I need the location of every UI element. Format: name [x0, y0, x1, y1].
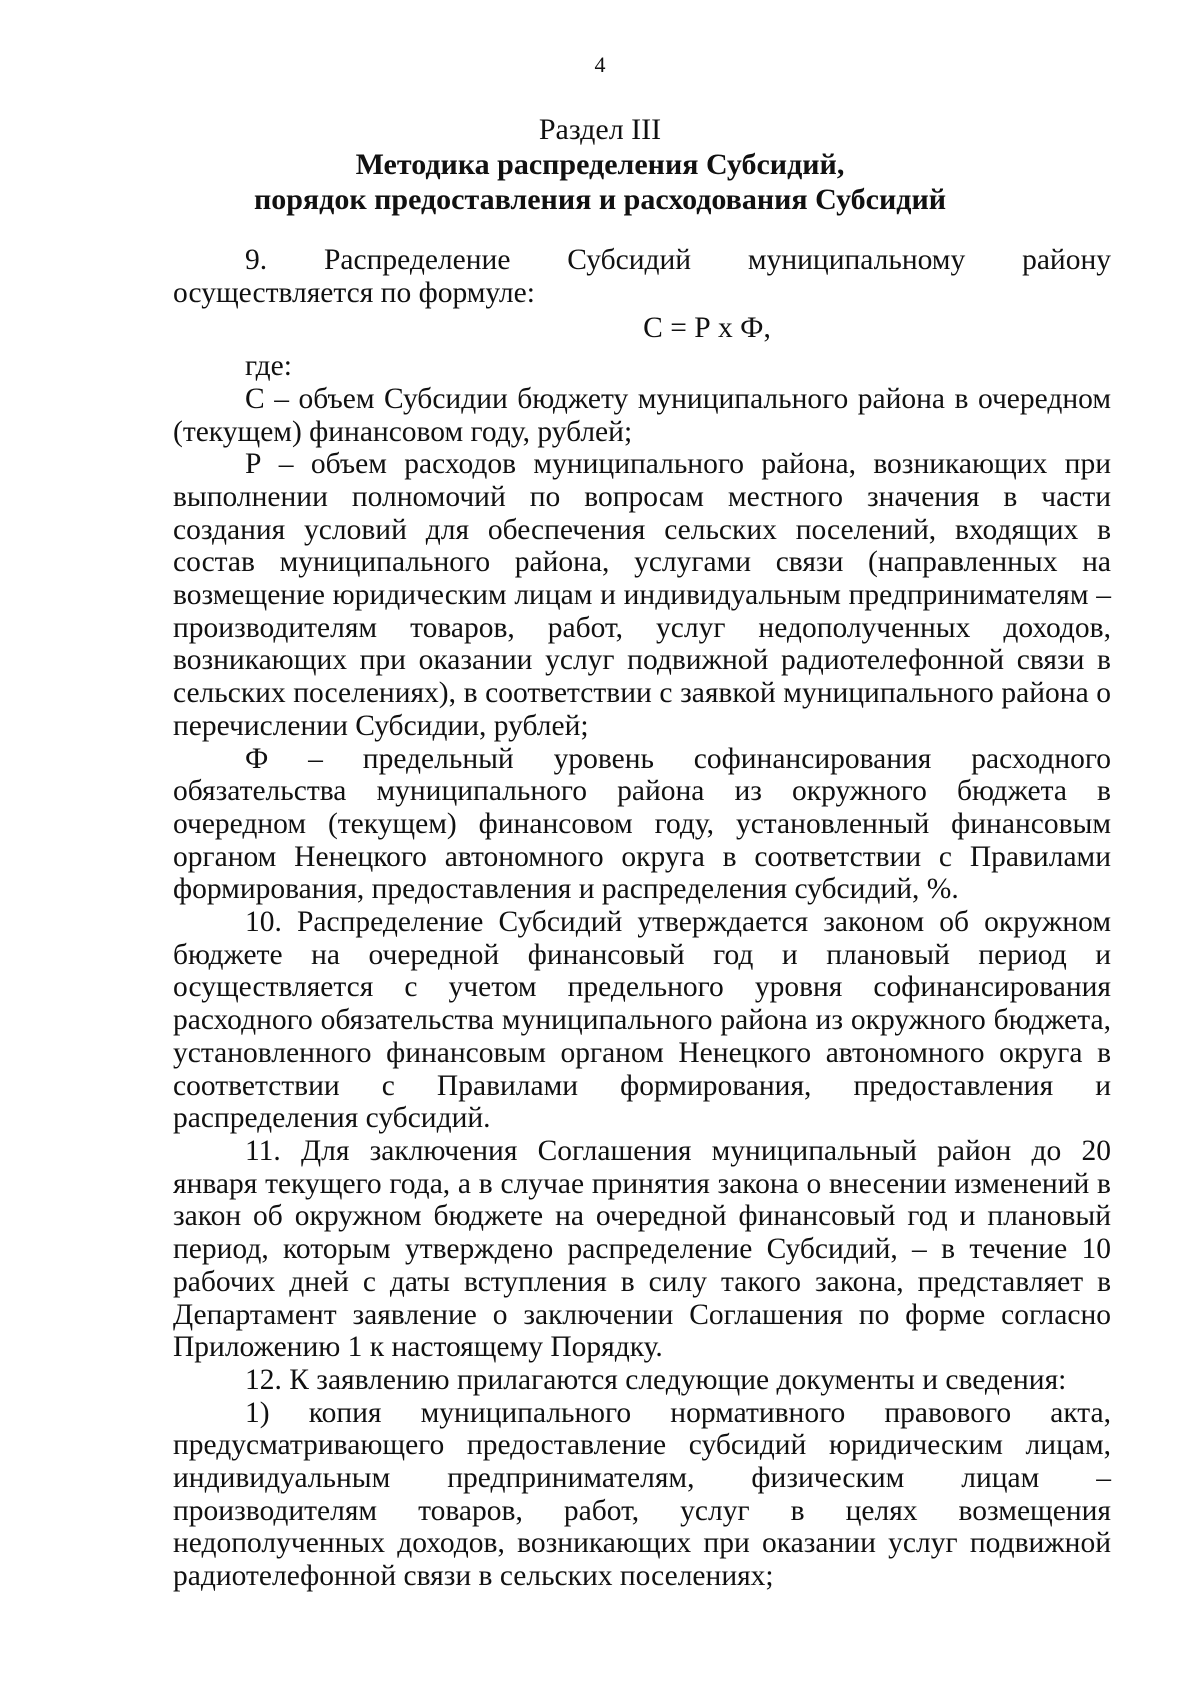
- paragraph-9: 9. Распределение Субсидий муниципальному району осуществляется по формуле:: [173, 244, 1111, 309]
- definition-p: Р – объем расходов муниципального района, возникающих при выполнении полномочий по вопросам местного значения в части создания условий для обеспечения сельских поселений, входящих в состав муниципального района, услугами связи (направленных на возмещение юридическим лицам и индивидуальным предпринимателям – производителям товаров, работ, услуг недополученных доходов, возникающих при оказании услуг подвижной радиотелефонной связи в сельских поселениях), в соответствии с заявкой муниципального района о перечислении Субсидии, рублей;: [173, 448, 1111, 742]
- definition-c: С – объем Субсидии бюджету муниципального района в очередном (текущем) финансовом году, рублей;: [173, 382, 1111, 448]
- paragraph-10: 10. Распределение Субсидий утверждается законом об окружном бюджете на очередной финансовый год и плановый период и осуществляется с учетом предельного уровня софинансирования расходного обязательства муниципального района из окружного бюджета, установленного финансовым органом Ненецкого автономного округа в соответствии с Правилами формирования, предоставления и распределения субсидий.: [173, 906, 1111, 1135]
- where-label: где:: [245, 350, 292, 383]
- document-body: [173, 244, 1111, 1593]
- definition-f: Ф – предельный уровень софинансирования расходного обязательства муниципального района из окружного бюджета в очередном (текущем) финансовом году, установленный финансовым органом Ненецкого автономного округа в соответствии с Правилами формирования, предоставления и распределения субсидий, %.: [173, 742, 1111, 906]
- section-header: [0, 112, 1200, 217]
- page-number: 4: [594, 52, 606, 77]
- paragraph-11: 11. Для заключения Соглашения муниципальный район до 20 января текущего года, а в случае принятия закона о внесении изменений в закон об окружном бюджете на очередной финансовый год и плановый период, которым утверждено распределение Субсидий, – в течение 10 рабочих дней с даты вступления в силу такого закона, представляет в Департамент заявление о заключении Соглашения по форме согласно Приложению 1 к настоящему Порядку.: [173, 1134, 1111, 1364]
- formula: С = Р х Ф,: [643, 312, 771, 345]
- paragraph-12-item-1: 1) копия муниципального нормативного правового акта, предусматривающего предоставление субсидий юридическим лицам, индивидуальным предпринимателям, физическим лицам – производителям товаров, работ, услуг в целях возмещения недополученных доходов, возникающих при оказании услуг подвижной радиотелефонной связи в сельских поселениях;: [173, 1396, 1111, 1593]
- section-title-line2: порядок предоставления и расходования Субсидий: [253, 183, 947, 216]
- section-title-line1: Методика распределения Субсидий,: [355, 148, 845, 181]
- section-label: Раздел III: [538, 113, 662, 146]
- paragraph-12: 12. К заявлению прилагаются следующие документы и сведения:: [245, 1363, 1067, 1396]
